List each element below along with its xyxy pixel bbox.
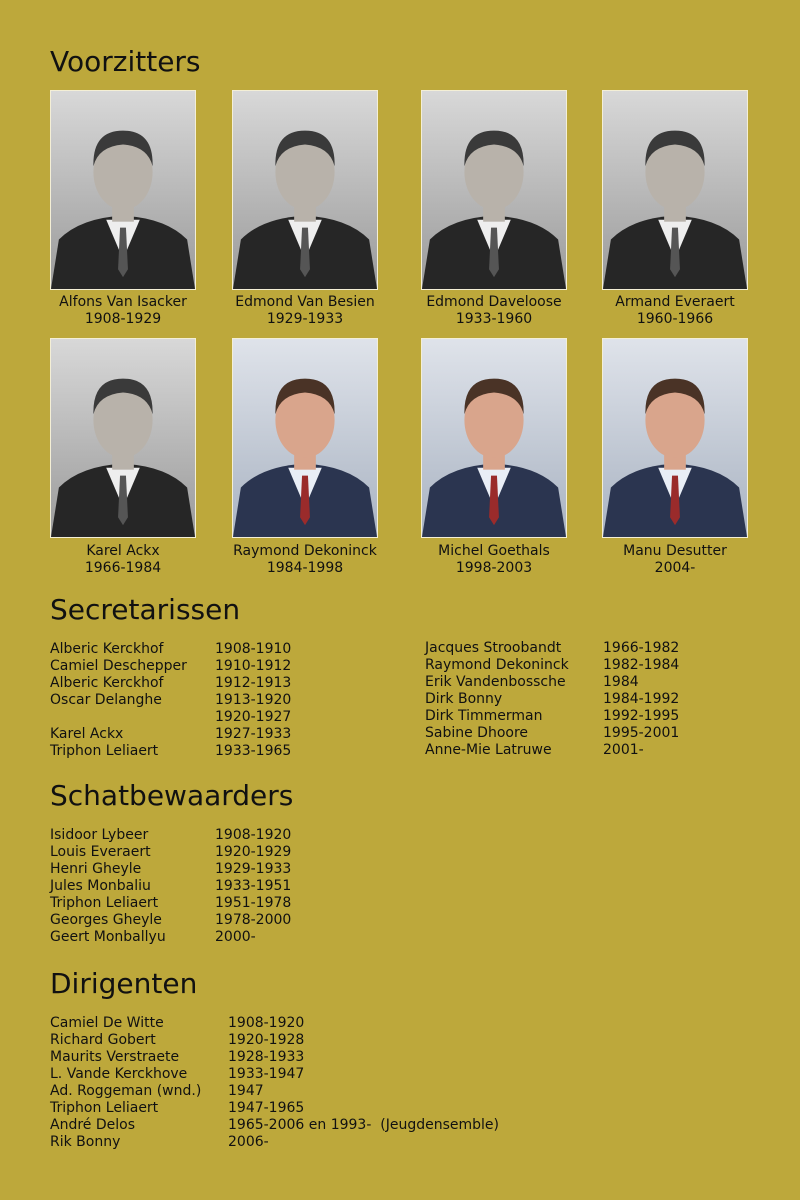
list-item [50,929,310,946]
entry-name: Karel Ackx [50,726,124,742]
list-item [425,742,725,759]
heading-dirigenten: Dirigenten [50,967,198,1000]
portrait-photo [232,90,378,290]
portrait-caption [205,294,405,328]
list-item [50,861,310,878]
entry-years: 1933-1947 [228,1066,305,1082]
secretarissen-list-left [50,641,310,760]
entry-years: 1984 [603,674,639,690]
list-item [50,912,310,929]
entry-years: 1947 [228,1083,264,1099]
secretarissen-list-right [425,640,725,759]
entry-name: Maurits Verstraete [50,1049,180,1065]
portrait-photo [50,90,196,290]
entry-years: 1929-1933 [215,861,292,877]
list-item [50,709,310,726]
entry-name: Sabine Dhoore [425,725,529,741]
entry-name: Ad. Roggeman (wnd.) [50,1083,202,1099]
person-years: 2004- [654,560,696,576]
entry-years: 1995-2001 [603,725,680,741]
entry-name: Jacques Stroobandt [425,640,562,656]
entry-name: Anne-Mie Latruwe [425,742,552,758]
person-name: Edmond Van Besien [235,294,375,310]
list-item [50,658,310,675]
person-name: Alfons Van Isacker [59,294,187,310]
list-item [425,725,725,742]
portrait-caption [23,294,223,328]
entry-name: Richard Gobert [50,1032,156,1048]
heading-schatbewaarders: Schatbewaarders [50,779,294,812]
portrait-photo [421,338,567,538]
list-item [50,641,310,658]
person-years: 1984-1998 [266,560,344,576]
portrait-photo [50,338,196,538]
entry-name: Alberic Kerckhof [50,675,164,691]
portrait-caption [394,543,594,577]
person-years: 1960-1966 [636,311,714,327]
portrait-caption [205,543,405,577]
entry-name: Triphon Leliaert [50,895,159,911]
list-item [50,1117,570,1134]
list-item [50,1066,570,1083]
entry-years: 1910-1912 [215,658,292,674]
entry-name: Oscar Delanghe [50,692,162,708]
entry-name: Camiel Deschepper [50,658,187,674]
entry-years: 1933-1951 [215,878,292,894]
person-years: 1998-2003 [455,560,533,576]
schatbewaarders-list [50,827,310,946]
entry-name: Dirk Bonny [425,691,503,707]
entry-years: 1984-1992 [603,691,680,707]
list-item [50,1134,570,1151]
entry-name: Camiel De Witte [50,1015,164,1031]
entry-name: Triphon Leliaert [50,1100,159,1116]
person-years: 1929-1933 [266,311,344,327]
list-item [50,844,310,861]
entry-name: André Delos [50,1117,135,1133]
entry-name: Erik Vandenbossche [425,674,566,690]
list-item [50,1083,570,1100]
entry-name: Dirk Timmerman [425,708,543,724]
list-item [50,675,310,692]
entry-name: Georges Gheyle [50,912,162,928]
list-item [50,878,310,895]
person-years: 1908-1929 [84,311,162,327]
portrait-caption [23,543,223,577]
entry-years: 1927-1933 [215,726,292,742]
entry-name: Raymond Dekoninck [425,657,569,673]
entry-years: 1908-1910 [215,641,292,657]
entry-years: 1965-2006 en 1993- (Jeugdensemble) [228,1117,500,1133]
list-item [50,827,310,844]
entry-years: 1920-1928 [228,1032,305,1048]
list-item [425,691,725,708]
list-item [425,708,725,725]
list-item [425,640,725,657]
entry-name: Rik Bonny [50,1134,121,1150]
entry-years: 1982-1984 [603,657,680,673]
portrait-caption [575,294,775,328]
entry-years: 1978-2000 [215,912,292,928]
entry-years: 2001- [603,742,644,758]
person-name: Armand Everaert [615,294,735,310]
entry-years: 1966-1982 [603,640,680,656]
entry-years: 1920-1929 [215,844,292,860]
entry-name: Jules Monbaliu [50,878,151,894]
person-years: 1933-1960 [455,311,533,327]
portrait-photo [232,338,378,538]
list-item [425,657,725,674]
entry-years: 1992-1995 [603,708,680,724]
entry-years: 2000- [215,929,256,945]
entry-years: 1951-1978 [215,895,292,911]
list-item [50,1049,570,1066]
portrait-photo [421,90,567,290]
person-name: Raymond Dekoninck [233,543,377,559]
entry-name: Henri Gheyle [50,861,142,877]
list-item [50,1100,570,1117]
portrait-caption [394,294,594,328]
entry-years: 2006- [228,1134,269,1150]
entry-years: 1928-1933 [228,1049,305,1065]
list-item [50,743,310,760]
entry-name: Louis Everaert [50,844,151,860]
person-name: Michel Goethals [438,543,550,559]
entry-name: L. Vande Kerckhove [50,1066,188,1082]
person-years: 1966-1984 [84,560,162,576]
entry-years: 1908-1920 [215,827,292,843]
entry-years: 1913-1920 [215,692,292,708]
portrait-photo [602,338,748,538]
entry-name: Alberic Kerckhof [50,641,164,657]
person-name: Karel Ackx [86,543,160,559]
list-item [50,1015,570,1032]
heading-voorzitters: Voorzitters [50,45,201,78]
entry-name: Geert Monballyu [50,929,166,945]
list-item [50,726,310,743]
entry-years: 1947-1965 [228,1100,305,1116]
person-name: Manu Desutter [623,543,727,559]
entry-years: 1933-1965 [215,743,292,759]
list-item [425,674,725,691]
list-item [50,692,310,709]
entry-years: 1920-1927 [215,709,292,725]
portrait-caption [575,543,775,577]
list-item [50,895,310,912]
list-item [50,1032,570,1049]
entry-years: 1912-1913 [215,675,292,691]
portrait-photo [602,90,748,290]
entry-years: 1908-1920 [228,1015,305,1031]
heading-secretarissen: Secretarissen [50,593,241,626]
dirigenten-list [50,1015,570,1151]
entry-name: Triphon Leliaert [50,743,159,759]
entry-name: Isidoor Lybeer [50,827,149,843]
person-name: Edmond Daveloose [426,294,562,310]
